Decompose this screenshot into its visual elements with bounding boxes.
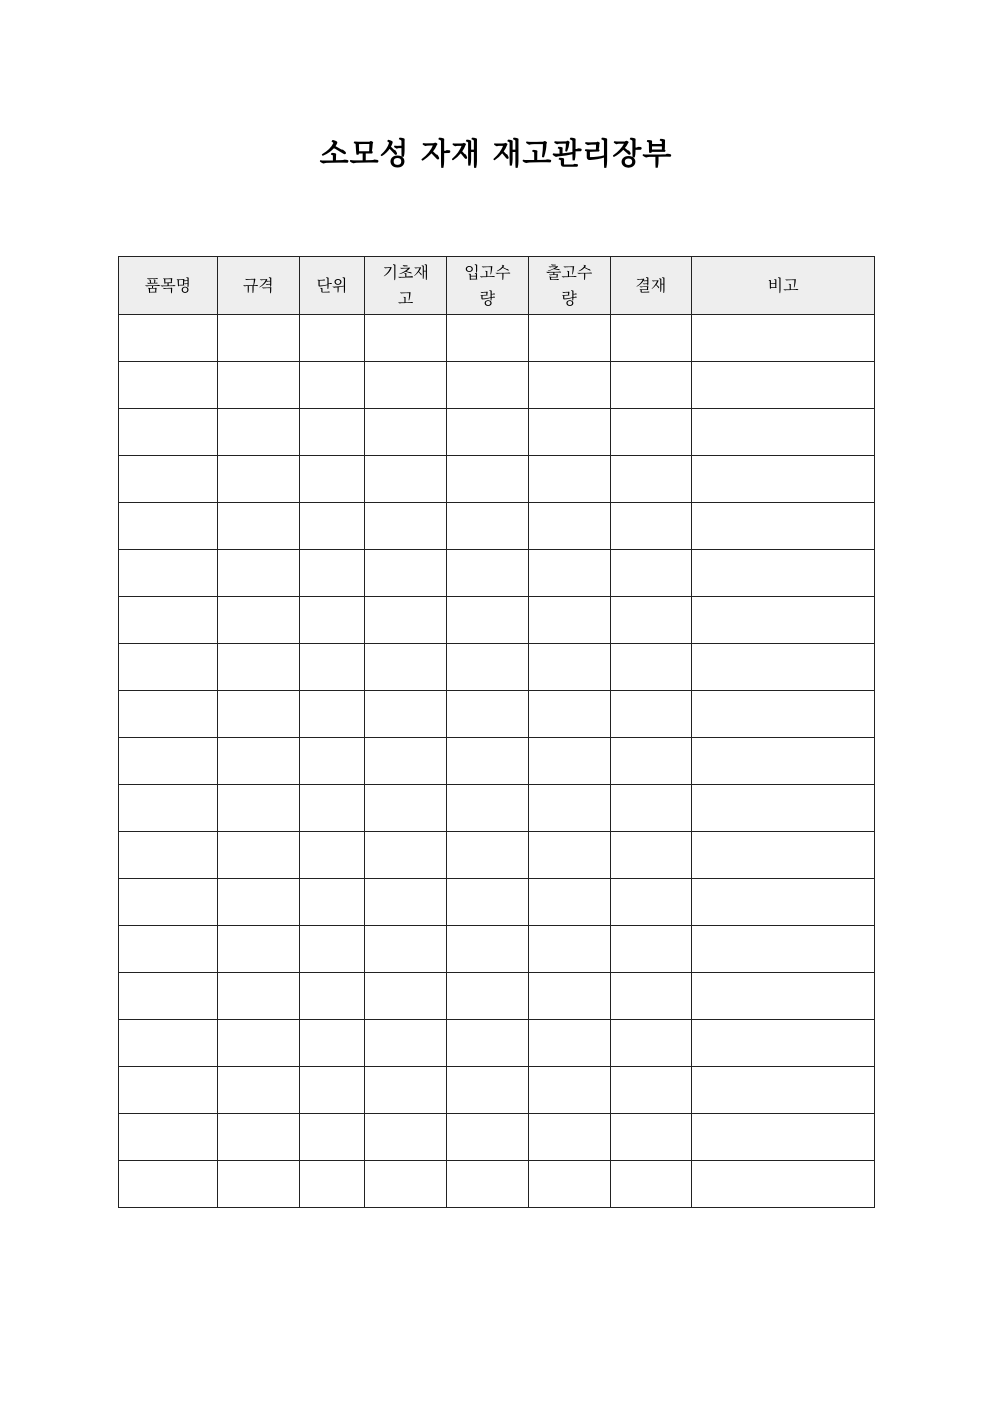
table-cell[interactable]	[692, 1114, 875, 1161]
table-cell[interactable]	[119, 926, 218, 973]
table-cell[interactable]	[692, 644, 875, 691]
table-cell[interactable]	[447, 691, 529, 738]
table-cell[interactable]	[692, 879, 875, 926]
table-cell[interactable]	[610, 1020, 692, 1067]
table-cell[interactable]	[217, 832, 299, 879]
table-cell[interactable]	[528, 315, 610, 362]
table-cell[interactable]	[119, 315, 218, 362]
table-cell[interactable]	[528, 832, 610, 879]
table-cell[interactable]	[365, 503, 447, 550]
table-cell[interactable]	[447, 973, 529, 1020]
table-cell[interactable]	[299, 691, 365, 738]
header-row	[119, 257, 875, 315]
table-cell[interactable]	[692, 832, 875, 879]
table-cell[interactable]	[365, 785, 447, 832]
table-cell[interactable]	[365, 550, 447, 597]
table-cell[interactable]	[610, 597, 692, 644]
table-cell[interactable]	[217, 926, 299, 973]
table-cell[interactable]	[365, 644, 447, 691]
table-cell[interactable]	[365, 1020, 447, 1067]
table-cell[interactable]	[299, 597, 365, 644]
table-cell[interactable]	[692, 926, 875, 973]
table-row	[119, 832, 875, 879]
inventory-ledger-table	[118, 256, 875, 1208]
table-row	[119, 456, 875, 503]
header-unit: 단위	[299, 257, 365, 315]
table-cell[interactable]	[217, 1020, 299, 1067]
table-cell[interactable]	[299, 973, 365, 1020]
table-cell[interactable]	[365, 879, 447, 926]
table-cell[interactable]	[692, 1020, 875, 1067]
table-cell[interactable]	[299, 1020, 365, 1067]
table-cell[interactable]	[692, 503, 875, 550]
table-cell[interactable]	[119, 597, 218, 644]
table-cell[interactable]	[217, 691, 299, 738]
header-spec: 규격	[217, 257, 299, 315]
table-cell[interactable]	[528, 597, 610, 644]
table-cell[interactable]	[610, 409, 692, 456]
table-cell[interactable]	[119, 503, 218, 550]
table-cell[interactable]	[119, 785, 218, 832]
table-row	[119, 691, 875, 738]
table-cell[interactable]	[692, 973, 875, 1020]
table-cell[interactable]	[692, 362, 875, 409]
table-cell[interactable]	[692, 1161, 875, 1208]
table-cell[interactable]	[528, 738, 610, 785]
table-cell[interactable]	[119, 362, 218, 409]
table-cell[interactable]	[692, 1067, 875, 1114]
table-cell[interactable]	[299, 456, 365, 503]
table-row	[119, 644, 875, 691]
table-cell[interactable]	[365, 832, 447, 879]
table-cell[interactable]	[365, 973, 447, 1020]
table-row	[119, 879, 875, 926]
table-cell[interactable]	[299, 1161, 365, 1208]
table-cell[interactable]	[447, 456, 529, 503]
table-cell[interactable]	[299, 879, 365, 926]
table-cell[interactable]	[217, 973, 299, 1020]
table-cell[interactable]	[119, 832, 218, 879]
table-cell[interactable]	[447, 926, 529, 973]
table-cell[interactable]	[528, 1161, 610, 1208]
table-cell[interactable]	[365, 456, 447, 503]
table-cell[interactable]	[365, 409, 447, 456]
table-cell[interactable]	[447, 1114, 529, 1161]
table-cell[interactable]	[217, 315, 299, 362]
table-cell[interactable]	[217, 550, 299, 597]
table-cell[interactable]	[119, 738, 218, 785]
table-cell[interactable]	[217, 597, 299, 644]
table-cell[interactable]	[610, 832, 692, 879]
table-cell[interactable]	[447, 644, 529, 691]
table-cell[interactable]	[365, 691, 447, 738]
table-cell[interactable]	[299, 362, 365, 409]
table-cell[interactable]	[528, 879, 610, 926]
table-cell[interactable]	[692, 315, 875, 362]
table-cell[interactable]	[610, 503, 692, 550]
table-cell[interactable]	[610, 1114, 692, 1161]
table-cell[interactable]	[365, 926, 447, 973]
table-cell[interactable]	[299, 409, 365, 456]
table-row	[119, 409, 875, 456]
table-cell[interactable]	[119, 1161, 218, 1208]
table-row	[119, 362, 875, 409]
table-cell[interactable]	[692, 456, 875, 503]
table-cell[interactable]	[528, 785, 610, 832]
table-cell[interactable]	[528, 691, 610, 738]
table-cell[interactable]	[447, 597, 529, 644]
table-row	[119, 315, 875, 362]
table-cell[interactable]	[610, 644, 692, 691]
table-cell[interactable]	[217, 879, 299, 926]
table-row	[119, 1114, 875, 1161]
table-cell[interactable]	[365, 1067, 447, 1114]
table-cell[interactable]	[217, 456, 299, 503]
table-cell[interactable]	[610, 1161, 692, 1208]
table-cell[interactable]	[119, 879, 218, 926]
table-cell[interactable]	[299, 832, 365, 879]
table-cell[interactable]	[299, 1067, 365, 1114]
table-cell[interactable]	[365, 1161, 447, 1208]
table-cell[interactable]	[610, 926, 692, 973]
table-cell[interactable]	[447, 362, 529, 409]
table-row	[119, 1067, 875, 1114]
table-cell[interactable]	[447, 503, 529, 550]
table-cell[interactable]	[119, 644, 218, 691]
table-cell[interactable]	[217, 738, 299, 785]
table-cell[interactable]	[299, 1114, 365, 1161]
table-cell[interactable]	[299, 503, 365, 550]
table-cell[interactable]	[692, 785, 875, 832]
table-cell[interactable]	[528, 1067, 610, 1114]
table-cell[interactable]	[365, 1114, 447, 1161]
table-cell[interactable]	[692, 409, 875, 456]
table-cell[interactable]	[365, 738, 447, 785]
table-cell[interactable]	[365, 315, 447, 362]
table-cell[interactable]	[365, 597, 447, 644]
table-cell[interactable]	[119, 409, 218, 456]
header-received-qty: 입고수량	[447, 257, 529, 315]
table-cell[interactable]	[217, 503, 299, 550]
table-cell[interactable]	[119, 456, 218, 503]
table-cell[interactable]	[528, 362, 610, 409]
table-cell[interactable]	[119, 1114, 218, 1161]
table-cell[interactable]	[610, 315, 692, 362]
table-cell[interactable]	[610, 362, 692, 409]
table-cell[interactable]	[217, 644, 299, 691]
table-cell[interactable]	[447, 785, 529, 832]
table-cell[interactable]	[528, 973, 610, 1020]
header-approval: 결재	[610, 257, 692, 315]
table-row	[119, 926, 875, 973]
table-cell[interactable]	[299, 785, 365, 832]
table-cell[interactable]	[528, 926, 610, 973]
table-cell[interactable]	[119, 1020, 218, 1067]
table-cell[interactable]	[299, 550, 365, 597]
table-cell[interactable]	[447, 1161, 529, 1208]
table-row	[119, 973, 875, 1020]
table-cell[interactable]	[610, 879, 692, 926]
ledger-body	[119, 315, 875, 1208]
table-cell[interactable]	[119, 973, 218, 1020]
table-cell[interactable]	[610, 738, 692, 785]
table-row	[119, 738, 875, 785]
table-row	[119, 597, 875, 644]
table-cell[interactable]	[692, 597, 875, 644]
table-cell[interactable]	[447, 550, 529, 597]
table-row	[119, 503, 875, 550]
table-cell[interactable]	[447, 315, 529, 362]
header-opening-stock: 기초재고	[365, 257, 447, 315]
table-cell[interactable]	[217, 409, 299, 456]
table-cell[interactable]	[447, 1020, 529, 1067]
table-cell[interactable]	[447, 832, 529, 879]
table-cell[interactable]	[447, 1067, 529, 1114]
header-remarks: 비고	[692, 257, 875, 315]
table-cell[interactable]	[528, 503, 610, 550]
table-cell[interactable]	[217, 1161, 299, 1208]
table-row	[119, 785, 875, 832]
table-cell[interactable]	[119, 550, 218, 597]
table-cell[interactable]	[119, 691, 218, 738]
table-cell[interactable]	[299, 738, 365, 785]
table-cell[interactable]	[217, 1114, 299, 1161]
table-cell[interactable]	[365, 362, 447, 409]
table-cell[interactable]	[119, 1067, 218, 1114]
table-cell[interactable]	[447, 738, 529, 785]
table-cell[interactable]	[610, 973, 692, 1020]
table-cell[interactable]	[299, 644, 365, 691]
document-title: 소모성 자재 재고관리장부	[319, 137, 673, 172]
header-item-name: 품목명	[119, 257, 218, 315]
table-cell[interactable]	[217, 785, 299, 832]
table-cell[interactable]	[692, 738, 875, 785]
table-cell[interactable]	[692, 550, 875, 597]
table-cell[interactable]	[528, 1114, 610, 1161]
table-cell[interactable]	[528, 644, 610, 691]
table-row	[119, 1020, 875, 1067]
table-row	[119, 550, 875, 597]
table-cell[interactable]	[217, 362, 299, 409]
table-cell[interactable]	[610, 785, 692, 832]
table-cell[interactable]	[528, 456, 610, 503]
table-cell[interactable]	[610, 550, 692, 597]
table-cell[interactable]	[447, 879, 529, 926]
table-cell[interactable]	[299, 315, 365, 362]
table-cell[interactable]	[692, 691, 875, 738]
table-row	[119, 1161, 875, 1208]
table-cell[interactable]	[217, 1067, 299, 1114]
table-cell[interactable]	[610, 456, 692, 503]
table-cell[interactable]	[528, 550, 610, 597]
table-cell[interactable]	[299, 926, 365, 973]
table-cell[interactable]	[610, 1067, 692, 1114]
table-cell[interactable]	[610, 691, 692, 738]
header-issued-qty: 출고수량	[528, 257, 610, 315]
table-cell[interactable]	[447, 409, 529, 456]
table-cell[interactable]	[528, 409, 610, 456]
table-cell[interactable]	[528, 1020, 610, 1067]
